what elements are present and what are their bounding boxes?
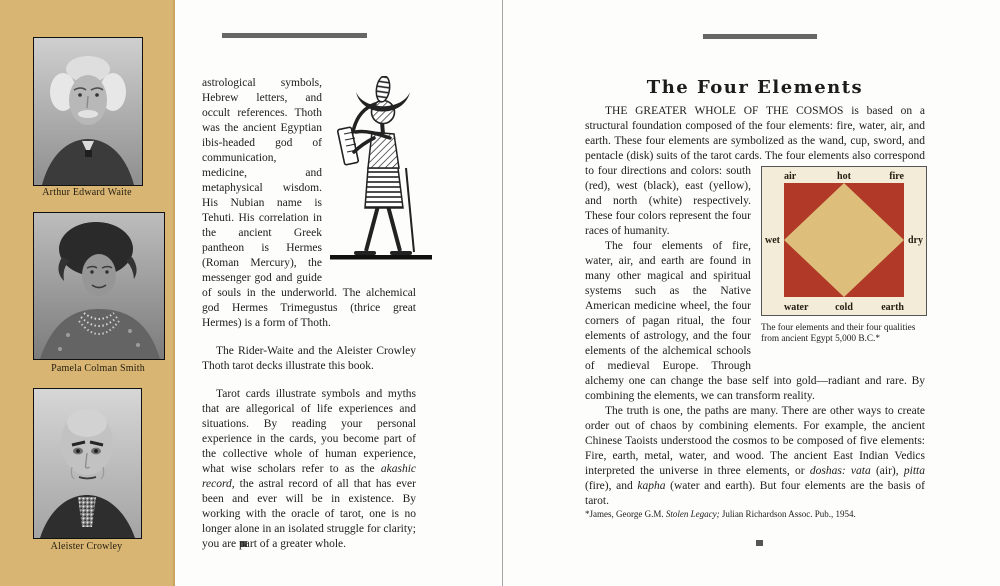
footnote: *James, George G.M. Stolen Legacy; Julian Richardson Assoc. Pub., 1954. [585, 509, 856, 519]
waite-photo-illustration [34, 38, 142, 185]
doshas-vata-italic: doshas: vata [809, 465, 871, 477]
left-paragraph-3 [202, 387, 416, 552]
right-page-text-column [585, 77, 925, 520]
right-paragraph-2: The four elements of fire, water, air, and earth are found in many other magical and spiritual systems such as the Native American medicine wheel, the four corners of pagan ritual, the four elements of astrology, and the four elements of the alchemical schools of medieval Europe. Through alchemy one can change the base self into gold—radiant and rare. By combining the elements, we can transform reality. [585, 240, 925, 402]
elements-diagram [761, 166, 927, 316]
thoth-figure [328, 76, 416, 268]
portrait-photo [33, 212, 165, 360]
label-dry: dry [908, 235, 923, 246]
label-cold: cold [835, 302, 853, 313]
portrait-caption: Arthur Edward Waite [42, 187, 132, 198]
portrait-caption: Pamela Colman Smith [51, 363, 145, 374]
akashic-record-italic: akashic record, [202, 463, 416, 490]
portrait-waite [33, 37, 141, 198]
portrait-smith [33, 212, 163, 374]
left-paragraph-1-text: astrological symbols, Hebrew letters, and occult references. Thoth was the ancient Egyptian ibis-headed god of communication, medicine, and metaphysical wisdom. His Nubian name is Tehuti. His correlation in the ancient Greek pantheon is Hermes (Roman Mercury), the messenger god and guide of souls in the underworld. The alchemical god Hermes Trimegustus (thrice great Hermes) is a form of Thoth. [202, 77, 416, 329]
four-elements-figure [761, 166, 933, 345]
portrait-caption: Aleister Crowley [50, 541, 123, 552]
label-earth: earth [881, 302, 904, 313]
smith-photo-illustration [34, 213, 164, 359]
label-hot: hot [837, 171, 851, 182]
left-paragraph-thoth [202, 76, 416, 331]
stolen-legacy-italic: Stolen Legacy; [665, 509, 720, 519]
portrait-photo [33, 388, 142, 539]
header-rule-left [222, 33, 367, 38]
header-rule-right [703, 34, 817, 39]
portrait-photo [33, 37, 143, 186]
label-wet: wet [765, 235, 780, 246]
pitta-italic: pitta [903, 465, 925, 477]
left-page-text-column [202, 76, 416, 552]
left-paragraph-3-text: Tarot cards illustrate symbols and myths that are allegorical of life experiences and situations. By reading your personal experience in the cards, you become part of the collective whole of human experience, what wise scholars refer to as the [202, 388, 416, 475]
page-gutter [502, 0, 503, 586]
kapha-italic: kapha [637, 480, 666, 492]
sidebar-portrait-column [0, 0, 175, 586]
section-end-mark [756, 540, 763, 546]
portrait-crowley [33, 388, 140, 552]
label-fire: fire [889, 171, 904, 182]
right-paragraph-1-text: THE GREATER WHOLE OF THE COSMOS is based on a structural foundation composed of the four elements: fire, water, air, and earth. These four elements are symbolized as the wand, cup, sword, and pentacle (disk) suits of the tarot cards. The four elements also correspond to four directions and colors: south (red), west (black), east (yellow), and north (white) respectively. These four colors represent the four races of humanity. [585, 105, 925, 237]
crowley-photo-illustration [34, 389, 141, 538]
label-water: water [784, 302, 809, 313]
page-title: The Four Elements [646, 77, 864, 98]
thoth-illustration [328, 76, 434, 266]
right-paragraph-3-text: The truth is one, the paths are many. There are other ways to create order out of chaos by combining elements. For example, the ancient Chinese Taoists understood the cosmos to be composed of five elements: Fire, earth, metal, water, and wood. The ancient East Indian Vedics interpreted the universe in three elements, or [585, 405, 925, 477]
label-air: air [784, 171, 797, 182]
left-paragraph-2: The Rider-Waite and the Aleister Crowley Thoth tarot decks illustrate this book. [202, 345, 416, 372]
right-paragraph-3: The truth is one, the paths are many. There are other ways to create order out of chaos by combining elements. For example, the ancient Chinese Taoists understood the cosmos to be composed of five elements: Fire, earth, metal, water, and wood. The ancient East Indian Vedics interpreted the universe in three elements, or doshas: vata (air), pitta (fire), and kapha (water and earth). But four elements are the basis of tarot. [585, 405, 925, 507]
figure-caption: The four elements and their four qualities from ancient Egypt 5,000 B.C.* [761, 323, 916, 344]
left-paragraph-3-text: the astral record of all that has ever been and ever will be in existence. By working with the oracle of tarot, one is no longer alone in an isolated struggle for clarity; you are part of a greater whole. [202, 478, 416, 550]
